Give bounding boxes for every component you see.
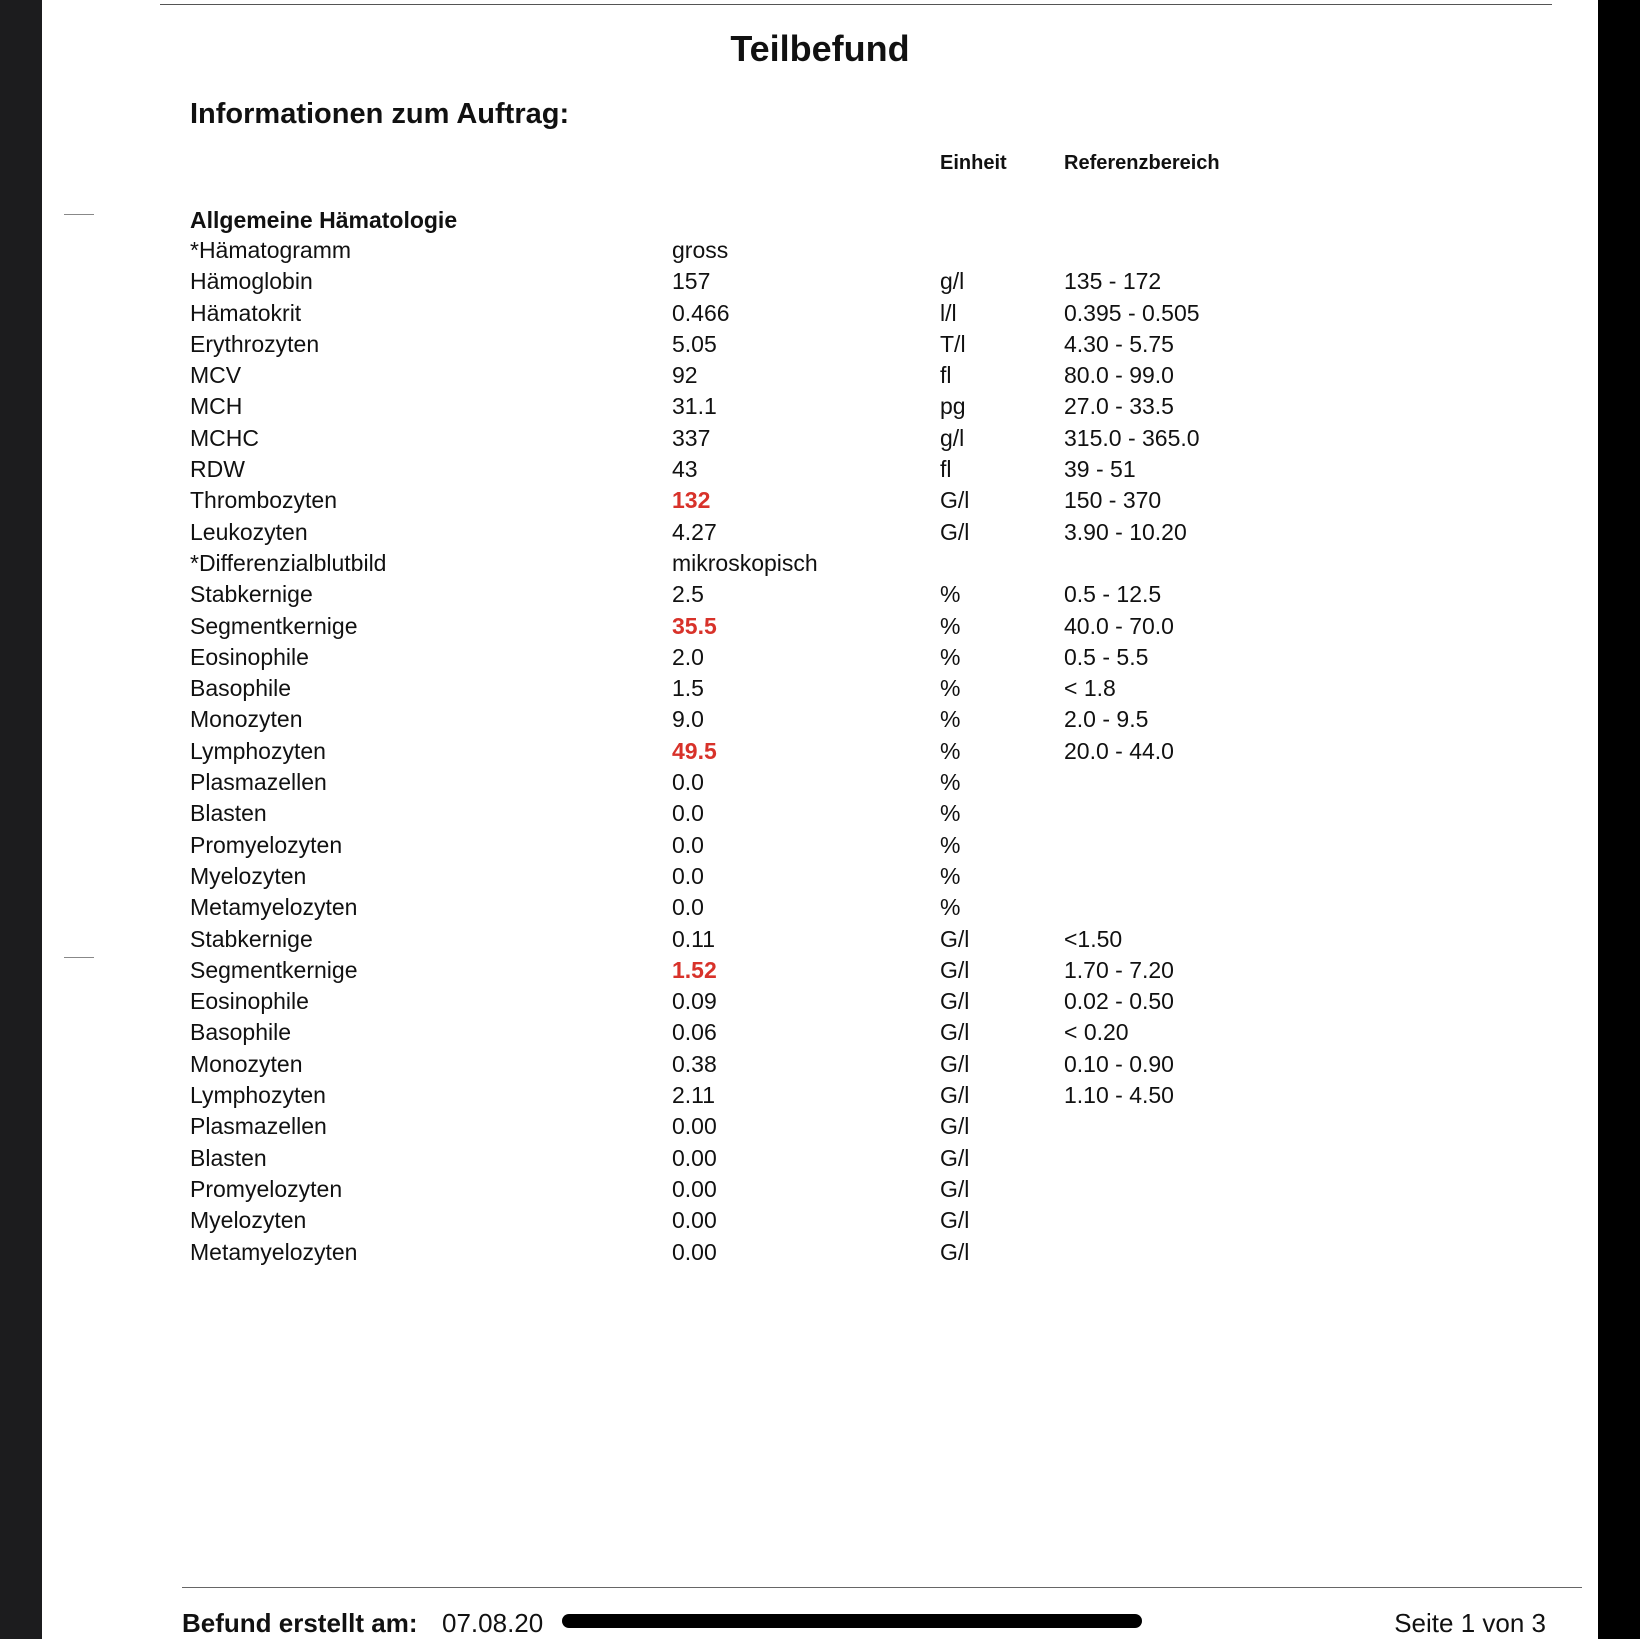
test-name: RDW [190,456,245,483]
reference-range: 27.0 - 33.5 [1064,393,1174,420]
test-name: Basophile [190,1019,292,1046]
test-value: 0.0 [672,862,704,889]
table-row [190,863,1490,894]
test-name: Hämoglobin [190,268,313,295]
table-row [190,800,1490,831]
test-unit: G/l [940,1175,970,1202]
test-unit: G/l [940,956,970,983]
test-name: Segmentkernige [190,612,358,639]
reference-range: 39 - 51 [1064,456,1136,483]
test-unit: % [940,769,961,796]
reference-range: 1.70 - 7.20 [1064,956,1174,983]
table-row [190,957,1490,988]
test-unit: % [940,831,961,858]
table-row [190,550,1490,581]
test-value: 0.0 [672,894,704,921]
test-value: 0.00 [672,1207,717,1234]
test-unit: pg [940,393,966,420]
reference-range: 20.0 - 44.0 [1064,737,1174,764]
table-row [190,832,1490,863]
test-unit: l/l [940,299,957,326]
reference-range: < 0.20 [1064,1019,1129,1046]
test-value: 0.11 [672,925,716,952]
test-name: Promyelozyten [190,831,343,858]
test-unit: G/l [940,518,970,545]
test-value: 0.09 [672,988,717,1015]
column-header-unit: Einheit [940,152,1007,174]
test-name: Erythrozyten [190,330,320,357]
test-value: 5.05 [672,330,717,357]
table-row [190,581,1490,612]
test-name: Blasten [190,800,267,827]
test-value: 0.00 [672,1113,717,1140]
reference-range: 135 - 172 [1064,268,1162,295]
table-row [190,675,1490,706]
report-page [42,0,1598,1639]
test-value: 2.5 [672,581,704,608]
test-value: 31.1 [672,393,717,420]
test-value: 157 [672,268,711,295]
table-row [190,1082,1490,1113]
test-value: 0.00 [672,1175,717,1202]
reference-range: 0.5 - 5.5 [1064,643,1149,670]
test-unit: G/l [940,1113,970,1140]
test-value: 0.0 [672,769,704,796]
test-unit: G/l [940,487,970,514]
test-name: Basophile [190,675,292,702]
table-row [190,1113,1490,1144]
reference-range: 0.10 - 0.90 [1064,1050,1174,1077]
test-name: Plasmazellen [190,769,327,796]
test-unit: % [940,862,961,889]
results-table [190,237,1490,1270]
test-value: 92 [672,362,698,389]
test-name: Stabkernige [190,925,313,952]
table-row [190,988,1490,1019]
reference-range: 40.0 - 70.0 [1064,612,1174,639]
test-value: 2.11 [672,1082,716,1109]
test-unit: G/l [940,1144,970,1171]
table-row [190,894,1490,925]
table-row [190,393,1490,424]
column-header-reference: Referenzbereich [1064,152,1220,174]
reference-range: < 1.8 [1064,675,1116,702]
test-value: 0.00 [672,1144,717,1171]
test-unit: G/l [940,1082,970,1109]
test-unit: % [940,581,961,608]
test-unit: T/l [940,330,966,357]
top-rule [160,4,1552,5]
order-info-heading: Informationen zum Auftrag: [190,98,570,130]
table-row [190,519,1490,550]
test-name: Monozyten [190,1050,303,1077]
reference-range: 80.0 - 99.0 [1064,362,1174,389]
test-value: 132 [672,487,711,514]
test-unit: fl [940,456,952,483]
test-unit: % [940,675,961,702]
test-value: 0.06 [672,1019,717,1046]
test-value: 43 [672,456,698,483]
test-name: Eosinophile [190,988,309,1015]
page-number: Seite 1 von 3 [1394,1608,1546,1638]
test-name: MCHC [190,424,259,451]
test-name: Promyelozyten [190,1175,343,1202]
reference-range: 0.02 - 0.50 [1064,988,1174,1015]
reference-range: 4.30 - 5.75 [1064,330,1174,357]
test-value: 1.5 [672,675,704,702]
test-name: Myelozyten [190,862,307,889]
test-unit: fl [940,362,952,389]
reference-range: 3.90 - 10.20 [1064,518,1187,545]
test-name: Segmentkernige [190,956,358,983]
reference-range: 0.5 - 12.5 [1064,581,1162,608]
table-row [190,1207,1490,1238]
test-name: Lymphozyten [190,737,326,764]
test-unit: G/l [940,988,970,1015]
footer-created-label: Befund erstellt am: [182,1608,418,1638]
reference-range: 0.395 - 0.505 [1064,299,1200,326]
test-value: 49.5 [672,737,717,764]
footer-created-date: 07.08.20 [442,1608,544,1638]
reference-range: 315.0 - 365.0 [1064,424,1200,451]
test-value: 2.0 [672,643,704,670]
test-name: Stabkernige [190,581,313,608]
table-row [190,362,1490,393]
test-value: 35.5 [672,612,717,639]
test-unit: G/l [940,925,970,952]
table-row [190,1019,1490,1050]
test-value: mikroskopisch [672,549,818,576]
reference-range: 150 - 370 [1064,487,1162,514]
reference-range: 1.10 - 4.50 [1064,1082,1174,1109]
margin-mark [64,214,94,215]
table-row [190,613,1490,644]
test-name: *Differenzialblutbild [190,549,387,576]
test-unit: g/l [940,424,965,451]
test-unit: % [940,894,961,921]
table-row [190,456,1490,487]
table-row [190,1145,1490,1176]
redaction-bar [562,1614,1142,1628]
test-name: Thrombozyten [190,487,338,514]
table-row [190,769,1490,800]
test-unit: G/l [940,1019,970,1046]
test-name: Monozyten [190,706,303,733]
table-row [190,268,1490,299]
test-name: Metamyelozyten [190,894,358,921]
test-value: 0.0 [672,831,704,858]
test-value: 0.00 [672,1238,717,1265]
table-row [190,738,1490,769]
test-value: 0.0 [672,800,704,827]
window-edge [1598,0,1640,1639]
test-name: Metamyelozyten [190,1238,358,1265]
test-unit: g/l [940,268,965,295]
table-row [190,706,1490,737]
test-unit: % [940,800,961,827]
table-row [190,1051,1490,1082]
table-row [190,331,1490,362]
test-value: 1.52 [672,956,717,983]
test-value: 9.0 [672,706,704,733]
table-row [190,1239,1490,1270]
table-row [190,487,1490,518]
test-name: Myelozyten [190,1207,307,1234]
test-unit: % [940,737,961,764]
reference-range: <1.50 [1064,925,1123,952]
table-row [190,926,1490,957]
bottom-rule [182,1587,1582,1588]
test-unit: % [940,612,961,639]
test-unit: % [940,643,961,670]
margin-mark [64,957,94,958]
table-row [190,300,1490,331]
test-unit: % [940,706,961,733]
table-row [190,1176,1490,1207]
test-value: 337 [672,424,711,451]
test-value: 0.38 [672,1050,717,1077]
section-heading: Allgemeine Hämatologie [190,207,458,233]
test-name: Blasten [190,1144,267,1171]
test-name: Lymphozyten [190,1082,326,1109]
test-name: Leukozyten [190,518,308,545]
test-value: 4.27 [672,518,717,545]
test-unit: G/l [940,1207,970,1234]
test-name: MCV [190,362,242,389]
test-name: MCH [190,393,243,420]
table-row [190,237,1490,268]
test-name: *Hämatogramm [190,237,352,263]
page-title: Teilbefund [730,28,910,69]
test-name: Eosinophile [190,643,309,670]
reference-range: 2.0 - 9.5 [1064,706,1149,733]
test-unit: G/l [940,1238,970,1265]
table-row [190,644,1490,675]
test-value: 0.466 [672,299,730,326]
table-row [190,425,1490,456]
test-value: gross [672,237,729,263]
test-name: Plasmazellen [190,1113,327,1140]
test-name: Hämatokrit [190,299,302,326]
test-unit: G/l [940,1050,970,1077]
